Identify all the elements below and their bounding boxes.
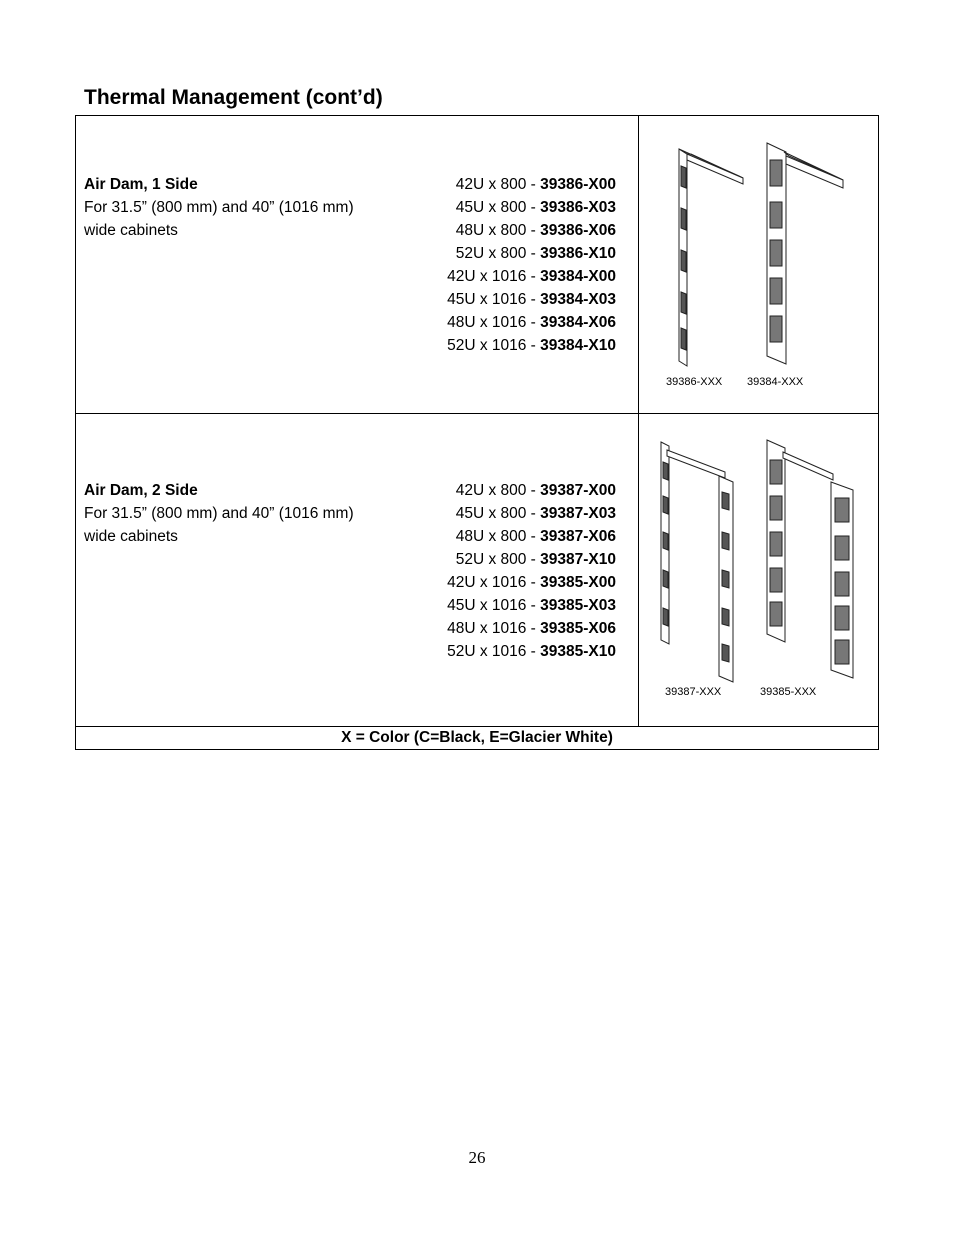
product-image-cell: [638, 414, 879, 726]
part-number: 39387-X10: [540, 551, 616, 568]
size-label: 52U x 800 -: [455, 245, 541, 262]
part-number-line: [376, 479, 616, 502]
image-caption: 39386-XXX: [666, 376, 723, 388]
part-number-line: [376, 311, 616, 334]
product-desc-line: wide cabinets: [84, 528, 178, 545]
size-label: 52U x 1016 -: [447, 643, 541, 660]
product-name: Air Dam, 1 Side: [84, 176, 198, 193]
part-number: 39387-X03: [540, 505, 616, 522]
part-number: 39384-X10: [540, 337, 616, 354]
part-number-line: [376, 617, 616, 640]
part-number: 39384-X00: [540, 268, 616, 285]
page-title: Thermal Management (cont’d): [84, 86, 383, 109]
part-number-line: [376, 265, 616, 288]
part-number-line: [376, 334, 616, 357]
part-number: 39385-X06: [540, 620, 616, 637]
part-number-line: [376, 548, 616, 571]
part-number: 39387-X00: [540, 482, 616, 499]
part-number: 39384-X03: [540, 291, 616, 308]
image-caption: 39385-XXX: [760, 686, 817, 698]
product-table: [75, 115, 879, 750]
part-number-line: [376, 502, 616, 525]
part-number: 39386-X00: [540, 176, 616, 193]
part-number-line: [376, 219, 616, 242]
product-description: [84, 479, 354, 548]
size-label: 48U x 1016 -: [447, 314, 541, 331]
size-label: 45U x 800 -: [455, 199, 541, 216]
part-number: 39384-X06: [540, 314, 616, 331]
air-dam-2-side-drawing: [639, 414, 879, 726]
size-label: 48U x 800 -: [455, 222, 541, 239]
part-number-line: [376, 196, 616, 219]
table-row: [76, 116, 878, 414]
size-label: 42U x 800 -: [455, 482, 541, 499]
part-number-list: [376, 173, 616, 357]
part-number: 39385-X03: [540, 597, 616, 614]
part-number: 39387-X06: [540, 528, 616, 545]
product-desc-line: For 31.5” (800 mm) and 40” (1016 mm): [84, 505, 354, 522]
size-label: 42U x 1016 -: [447, 268, 541, 285]
table-row: [76, 414, 878, 727]
size-label: 45U x 1016 -: [447, 291, 541, 308]
part-number-line: [376, 288, 616, 311]
image-caption: 39384-XXX: [747, 376, 804, 388]
part-number-line: [376, 640, 616, 663]
size-label: 45U x 1016 -: [447, 597, 541, 614]
part-number: 39386-X10: [540, 245, 616, 262]
part-number: 39386-X06: [540, 222, 616, 239]
air-dam-1-side-drawing: [639, 116, 879, 413]
part-number-line: [376, 594, 616, 617]
product-description: [84, 173, 354, 242]
size-label: 42U x 800 -: [455, 176, 541, 193]
product-desc-line: wide cabinets: [84, 222, 178, 239]
part-number-line: [376, 571, 616, 594]
image-caption: 39387-XXX: [665, 686, 722, 698]
part-number: 39385-X00: [540, 574, 616, 591]
part-number-line: [376, 525, 616, 548]
size-label: 45U x 800 -: [455, 505, 541, 522]
product-name: Air Dam, 2 Side: [84, 482, 198, 499]
size-label: 52U x 1016 -: [447, 337, 541, 354]
color-key-note: X = Color (C=Black, E=Glacier White): [341, 729, 613, 746]
part-number: 39385-X10: [540, 643, 616, 660]
part-number: 39386-X03: [540, 199, 616, 216]
part-number-list: [376, 479, 616, 663]
part-number-line: [376, 242, 616, 265]
size-label: 42U x 1016 -: [447, 574, 541, 591]
part-number-line: [376, 173, 616, 196]
size-label: 48U x 1016 -: [447, 620, 541, 637]
product-desc-line: For 31.5” (800 mm) and 40” (1016 mm): [84, 199, 354, 216]
page-number: 26: [468, 1148, 486, 1167]
product-image-cell: [638, 116, 879, 413]
size-label: 48U x 800 -: [455, 528, 541, 545]
size-label: 52U x 800 -: [455, 551, 541, 568]
